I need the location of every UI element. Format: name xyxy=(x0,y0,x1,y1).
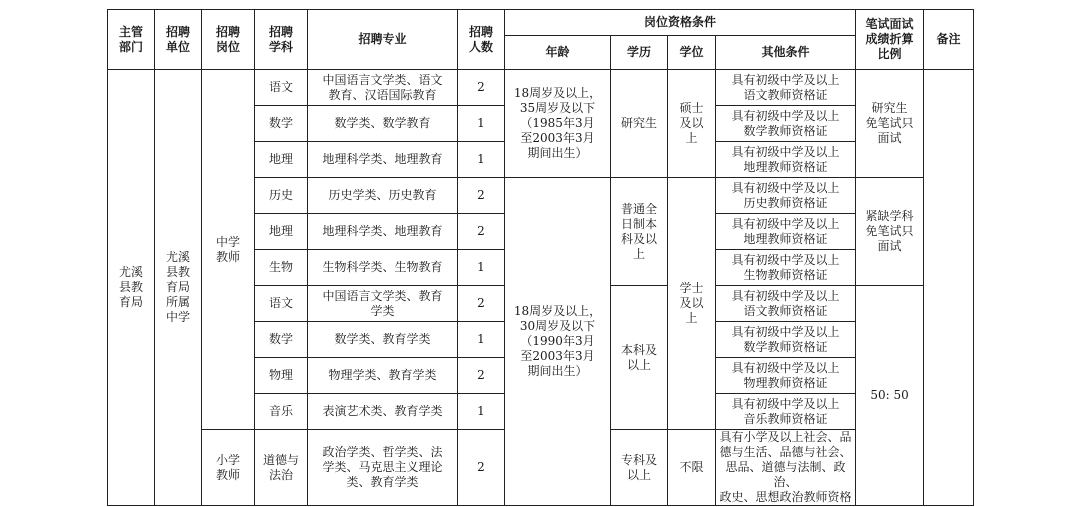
count-cell: 2 xyxy=(458,286,505,322)
edu-fulltime-cell: 普通全 日制本 科及以 上 xyxy=(611,178,668,286)
count-cell: 1 xyxy=(458,106,505,142)
count-cell: 1 xyxy=(458,250,505,286)
count-cell: 1 xyxy=(458,142,505,178)
subject-cell: 数学 xyxy=(255,106,308,142)
header-ratio: 笔试面试 成绩折算 比例 xyxy=(856,10,924,70)
header-unit: 招聘 单位 xyxy=(155,10,202,70)
condition-cell: 具有初级中学及以上 地理教师资格证 xyxy=(716,214,856,250)
degree-master-cell: 硕士 及以 上 xyxy=(668,70,716,178)
subject-cell: 音乐 xyxy=(255,394,308,430)
major-cell: 数学类、教育学类 xyxy=(308,322,458,358)
header-qualifications: 岗位资格条件 xyxy=(505,10,856,36)
major-cell: 中国语言文学类、语文 教育、汉语国际教育 xyxy=(308,70,458,106)
subject-cell: 地理 xyxy=(255,142,308,178)
header-post: 招聘 岗位 xyxy=(202,10,255,70)
degree-bachelor-cell: 学士 及以 上 xyxy=(668,178,716,430)
major-cell: 表演艺术类、教育学类 xyxy=(308,394,458,430)
post-primary-cell: 小学 教师 xyxy=(202,430,255,506)
subject-cell: 道德与 法治 xyxy=(255,430,308,506)
condition-cell: 具有初级中学及以上 语文教师资格证 xyxy=(716,286,856,322)
major-cell: 物理学类、教育学类 xyxy=(308,358,458,394)
degree-none-cell: 不限 xyxy=(668,430,716,506)
condition-cell: 具有小学及以上社会、品 德与生活、品德与社会、 思品、道德与法制、政治、 政史、思想政治教师资格 xyxy=(716,430,856,506)
subject-cell: 生物 xyxy=(255,250,308,286)
recruitment-table xyxy=(107,9,974,506)
count-cell: 2 xyxy=(458,70,505,106)
condition-cell: 具有初级中学及以上 数学教师资格证 xyxy=(716,322,856,358)
subject-cell: 物理 xyxy=(255,358,308,394)
condition-cell: 具有初级中学及以上 音乐教师资格证 xyxy=(716,394,856,430)
header-subject: 招聘 学科 xyxy=(255,10,308,70)
count-cell: 2 xyxy=(458,214,505,250)
subject-cell: 历史 xyxy=(255,178,308,214)
edu-college-cell: 专科及 以上 xyxy=(611,430,668,506)
count-cell: 1 xyxy=(458,394,505,430)
edu-graduate-cell: 研究生 xyxy=(611,70,668,178)
condition-cell: 具有初级中学及以上 数学教师资格证 xyxy=(716,106,856,142)
header-age: 年龄 xyxy=(505,36,611,70)
note-blank-cell xyxy=(924,70,974,506)
count-cell: 2 xyxy=(458,430,505,506)
condition-cell: 具有初级中学及以上 生物教师资格证 xyxy=(716,250,856,286)
count-cell: 2 xyxy=(458,178,505,214)
major-cell: 数学类、数学教育 xyxy=(308,106,458,142)
condition-cell: 具有初级中学及以上 历史教师资格证 xyxy=(716,178,856,214)
header-edu: 学历 xyxy=(611,36,668,70)
age-group2-cell: 18周岁及以上， 30周岁及以下 （1990年3月 至2003年3月 期间出生） xyxy=(505,178,611,506)
header-other: 其他条件 xyxy=(716,36,856,70)
dept-cell: 尤溪 县教 育局 xyxy=(108,70,155,506)
count-cell: 2 xyxy=(458,358,505,394)
note-shortage-cell: 紧缺学科 免笔试只 面试 xyxy=(856,178,924,286)
major-cell: 中国语言文学类、教育 学类 xyxy=(308,286,458,322)
header-major: 招聘专业 xyxy=(308,10,458,70)
edu-bachelor-cell: 本科及 以上 xyxy=(611,286,668,430)
ratio-cell: 50: 50 xyxy=(856,286,924,506)
unit-cell: 尤溪 县教 育局 所属 中学 xyxy=(155,70,202,506)
post-middle-cell: 中学 教师 xyxy=(202,70,255,430)
subject-cell: 数学 xyxy=(255,322,308,358)
header-note: 备注 xyxy=(924,10,974,70)
condition-cell: 具有初级中学及以上 物理教师资格证 xyxy=(716,358,856,394)
header-count: 招聘 人数 xyxy=(458,10,505,70)
major-cell: 政治学类、哲学类、法 学类、马克思主义理论 类、教育学类 xyxy=(308,430,458,506)
header-degree: 学位 xyxy=(668,36,716,70)
major-cell: 地理科学类、地理教育 xyxy=(308,142,458,178)
major-cell: 生物科学类、生物教育 xyxy=(308,250,458,286)
condition-cell: 具有初级中学及以上 语文教师资格证 xyxy=(716,70,856,106)
subject-cell: 语文 xyxy=(255,286,308,322)
age-group1-cell: 18周岁及以上， 35周岁及以下 （1985年3月 至2003年3月 期间出生） xyxy=(505,70,611,178)
condition-cell: 具有初级中学及以上 地理教师资格证 xyxy=(716,142,856,178)
subject-cell: 地理 xyxy=(255,214,308,250)
major-cell: 历史学类、历史教育 xyxy=(308,178,458,214)
major-cell: 地理科学类、地理教育 xyxy=(308,214,458,250)
subject-cell: 语文 xyxy=(255,70,308,106)
header-dept: 主管 部门 xyxy=(108,10,155,70)
count-cell: 1 xyxy=(458,322,505,358)
note-graduate-cell: 研究生 免笔试只 面试 xyxy=(856,70,924,178)
